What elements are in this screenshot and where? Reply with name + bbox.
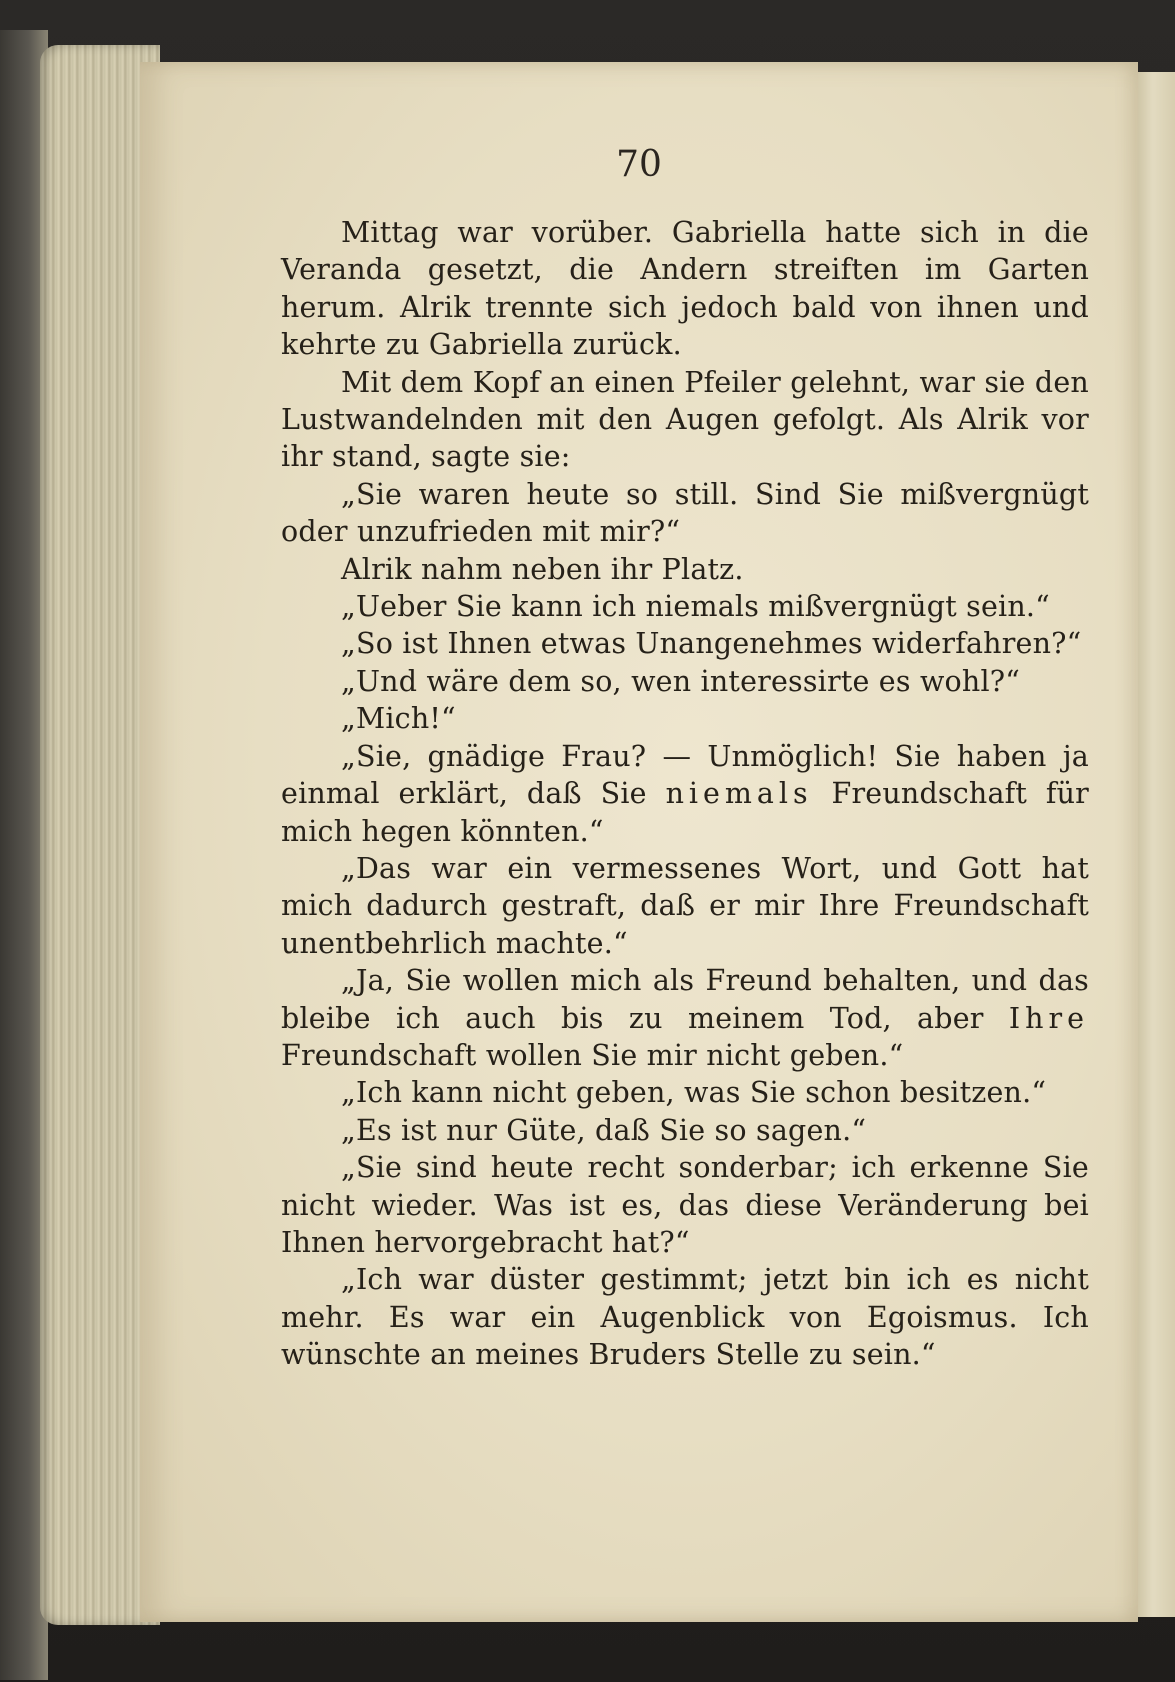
book-page <box>140 62 1138 1622</box>
paragraph-5: „Ueber Sie kann ich niemals mißvergnügt sein.“ <box>341 590 1050 624</box>
paragraph-6: „So ist Ihnen etwas Unangenehmes widerfahren?“ <box>341 627 1082 661</box>
page-text <box>281 214 1089 1374</box>
emphasis-niemals: niemals <box>665 777 813 811</box>
paragraph-8: „Mich!“ <box>341 702 456 736</box>
paragraph-10: „Das war ein vermessenes Wort, und Gott hat mich dadurch gestraft, daß er mir Ihre Freundschaft unentbehrlich machte.“ <box>281 851 1089 960</box>
paragraph-13: „Es ist nur Güte, daß Sie so sagen.“ <box>341 1113 867 1147</box>
paragraph-9-text-a: „Sie, gnädige Frau? — Unmöglich! Sie haben ja einmal erklärt, daß Sie <box>281 739 1089 811</box>
paragraph-9-text-b: Freundschaft für mich hegen könnten.“ <box>281 777 1089 848</box>
paragraph-4: Alrik nahm neben ihr Platz. <box>341 552 744 586</box>
next-page-edge <box>1138 72 1175 1617</box>
paragraph-9 <box>281 738 1089 850</box>
paragraph-11-text-a: „Ja, Sie wollen mich als Freund behalten, und das bleibe ich auch bis zu meinem Tod, aber <box>281 964 1089 1035</box>
paragraph-2: Mit dem Kopf an einen Pfeiler gelehnt, war sie den Lustwandelnden mit den Augen gefolgt. Als Alrik vor ihr stand, sagte sie: <box>281 365 1089 474</box>
paragraph-11 <box>281 962 1089 1074</box>
paragraph-12: „Ich kann nicht geben, was Sie schon besitzen.“ <box>341 1076 1047 1110</box>
emphasis-ihre: Ihre <box>1008 1001 1089 1035</box>
paragraph-7: „Und wäre dem so, wen interessirte es wohl?“ <box>341 664 1021 698</box>
paragraph-11-text-b: Freundschaft wollen Sie mir nicht geben.“ <box>281 1038 904 1072</box>
paragraph-15: „Ich war düster gestimmt; jetzt bin ich es nicht mehr. Es war ein Augenblick von Egoismus. Ich wünschte an meines Bruders Stelle zu sein.“ <box>281 1263 1089 1372</box>
paragraph-1: Mittag war vorüber. Gabriella hatte sich in die Veranda gesetzt, die Andern streiften im Garten herum. Alrik trennte sich jedoch bald von ihnen und kehrte zu Gabriella zurück. <box>281 216 1089 362</box>
paragraph-3: „Sie waren heute so still. Sind Sie mißvergnügt oder unzufrieden mit mir?“ <box>281 477 1089 549</box>
paragraph-14: „Sie sind heute recht sonderbar; ich erkenne Sie nicht wieder. Was ist es, das diese Veränderung bei Ihnen hervorgebracht hat?“ <box>281 1151 1089 1259</box>
page-number: 70 <box>616 144 662 185</box>
